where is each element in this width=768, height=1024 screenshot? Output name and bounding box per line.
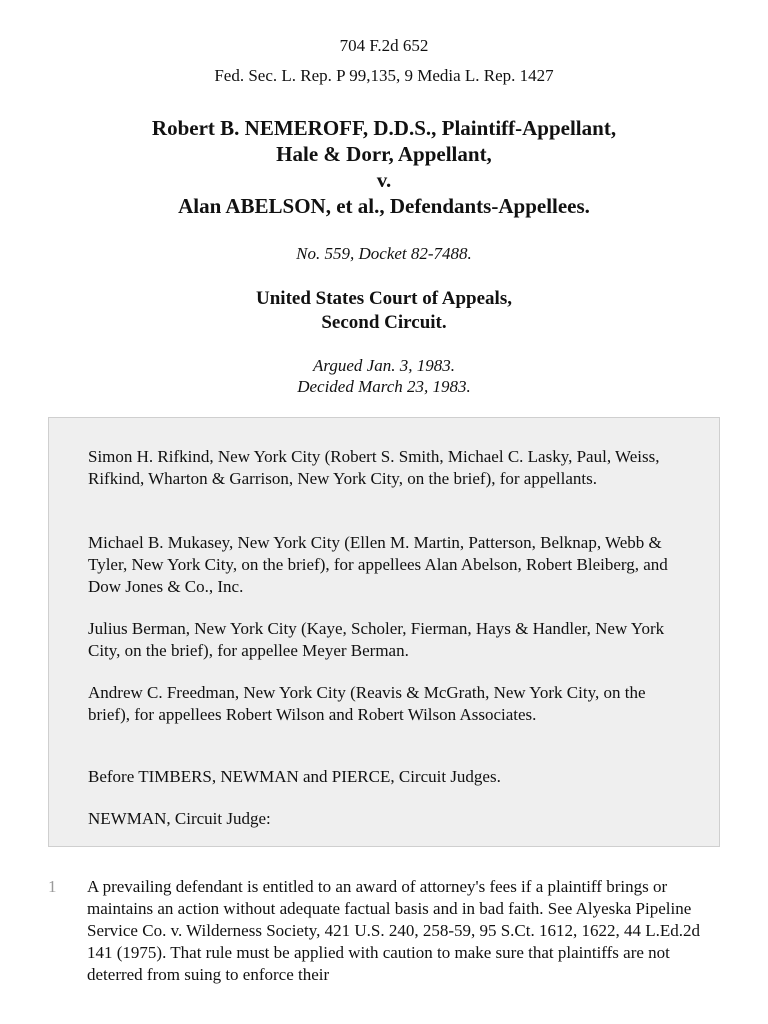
caption-appellant: Hale & Dorr, Appellant, [276, 142, 492, 166]
counsel-box [48, 417, 720, 847]
case-caption [0, 115, 768, 219]
counsel-appellees-wilson: Andrew C. Freedman, New York City (Reavis & McGrath, New York City, on the brief), for appellees Robert Wilson and Robert Wilson Associates. [88, 683, 646, 724]
paragraph-number: 1 [48, 877, 57, 896]
opinion-author: NEWMAN, Circuit Judge: [88, 809, 271, 828]
docket-number: No. 559, Docket 82-7488. [296, 244, 472, 263]
counsel-appellee-berman: Julius Berman, New York City (Kaye, Scholer, Fierman, Hays & Handler, New York City, on the brief), for appellee Meyer Berman. [88, 619, 665, 660]
caption-versus: v. [376, 168, 392, 192]
caption-defendants: Alan ABELSON, et al., Defendants-Appellees. [178, 194, 590, 218]
opinion-paragraph: A prevailing defendant is entitled to an award of attorney's fees if a plaintiff brings or maintains an action without adequate factual basis and in bad faith. See Alyeska Pipeline Service Co. v. Wilderness Society, 421 U.S. 240, 258-59, 95 S.Ct. 1612, 1622, 44 L.Ed.2d 141 (1975). That rule must be applied with caution to make sure that plaintiffs are not deterred from suing to enforce their [87, 877, 701, 984]
counsel-appellees-abelson: Michael B. Mukasey, New York City (Ellen M. Martin, Patterson, Belknap, Webb & Tyler, New York City, on the brief), for appellees Alan Abelson, Robert Bleiberg, and Dow Jones & Co., Inc. [88, 533, 668, 596]
court-name [0, 287, 768, 335]
argued-date: Argued Jan. 3, 1983. [313, 356, 455, 375]
panel-judges: Before TIMBERS, NEWMAN and PIERCE, Circuit Judges. [88, 767, 501, 786]
case-dates [0, 355, 768, 397]
reporter-citation: 704 F.2d 652 [339, 36, 429, 55]
counsel-appellants: Simon H. Rifkind, New York City (Robert S. Smith, Michael C. Lasky, Paul, Weiss, Rifkind, Wharton & Garrison, New York City, on the brief), for appellants. [88, 447, 660, 488]
caption-plaintiff: Robert B. NEMEROFF, D.D.S., Plaintiff-Appellant, [151, 116, 617, 140]
court-name-line2: Second Circuit. [321, 312, 447, 333]
parallel-citations: Fed. Sec. L. Rep. P 99,135, 9 Media L. Rep. 1427 [214, 66, 554, 85]
decided-date: Decided March 23, 1983. [297, 377, 471, 396]
court-name-line1: United States Court of Appeals, [256, 288, 512, 309]
